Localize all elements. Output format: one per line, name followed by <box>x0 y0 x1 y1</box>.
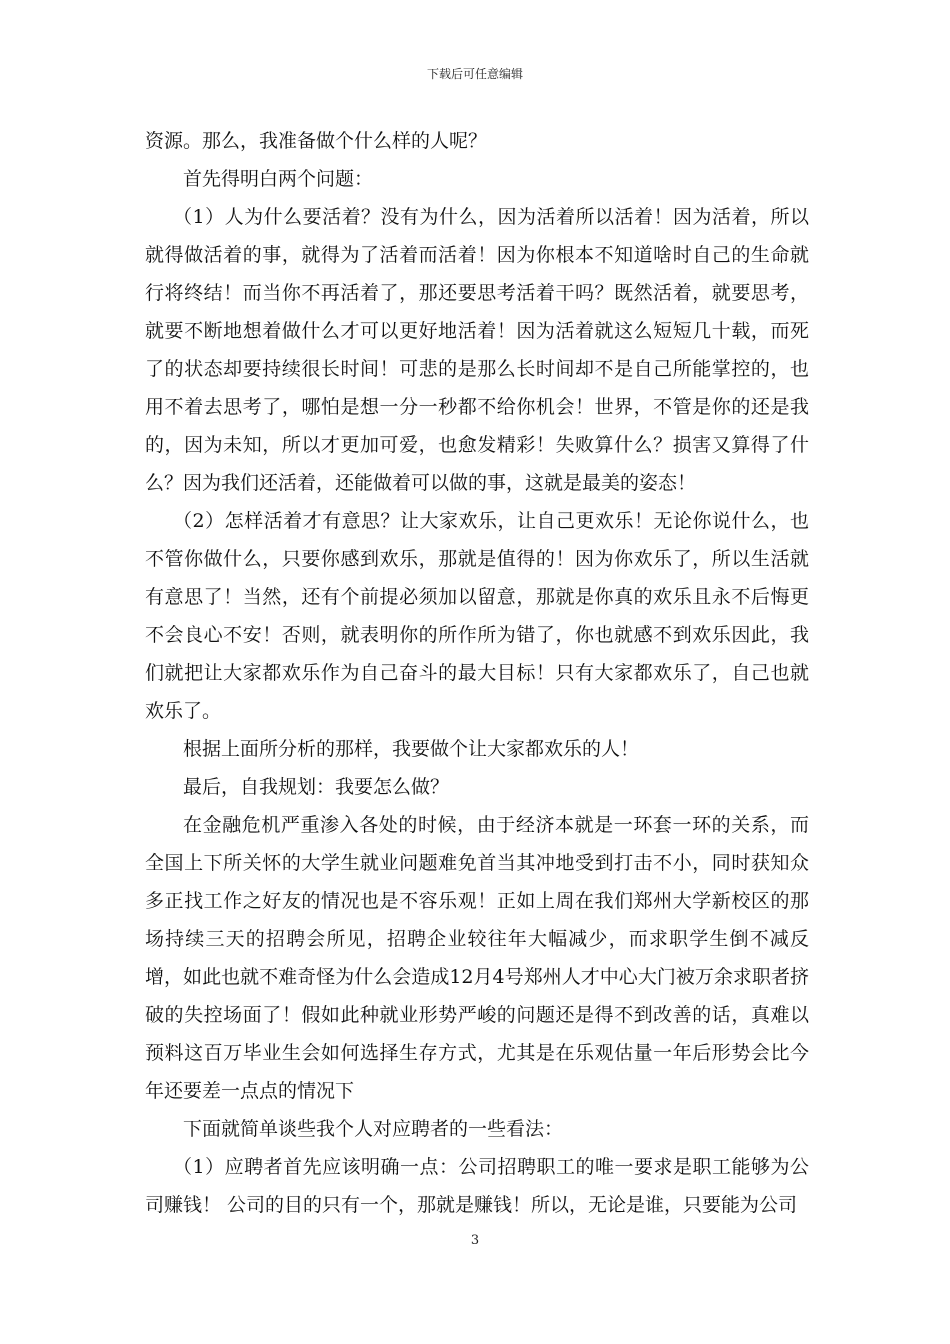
paragraph-applicant-views: 下面就简单谈些我个人对应聘者的一些看法： <box>183 1118 564 1140</box>
paragraph-conclusion: 根据上面所分析的那样，我要做个让大家都欢乐的人！ <box>183 738 640 760</box>
paragraph-continuation: 资源。那么，我准备做个什么样的人呢？ <box>145 130 488 152</box>
page-number: 3 <box>470 1233 480 1248</box>
paragraph-two-questions: 首先得明白两个问题： <box>183 168 374 190</box>
page-header: 下载后可任意编辑 <box>426 67 523 81</box>
paragraph-financial-crisis: 在金融危机严重渗入各处的时候，由于经济本就是一环套一环的关系，而全国上下所关怀的大学生就业问题难免首当其冲地受到打击不小，同时获知众多正找工作之好友的情况也是不容乐观！正如上周在我们郑州大学新校区的那场持续三天的招聘会所见，招聘企业较往年大幅减少，而求职学生倒不减反增，如此也就不难奇怪为什么会造成12月4号郑州人才中心大门被万余求职者挤破的失控场面了！假如此种就业形势严峻的问题还是得不到改善的话，真难以预料这百万毕业生会如何选择生存方式，尤其是在乐观估量一年后形势会比今年还要差一点点的情况下 <box>145 814 809 1102</box>
paragraph-applicant-point-1: （1）应聘者首先应该明确一点：公司招聘职工的唯一要求是职工能够为公司赚钱！ 公司的目的只有一个，那就是赚钱！所以，无论是谁，只要能为公司 <box>145 1156 809 1216</box>
document-body <box>145 122 809 1224</box>
paragraph-self-plan: 最后，自我规划：我要怎么做？ <box>183 776 450 798</box>
paragraph-question-2: （2）怎样活着才有意思？让大家欢乐，让自己更欢乐！无论你说什么，也不管你做什么，只要你感到欢乐，那就是值得的！因为你欢乐了，所以生活就有意思了！当然，还有个前提必须加以留意，那就是你真的欢乐且永不后悔更不会良心不安！否则，就表明你的所作所为错了，你也就感不到欢乐因此，我们就把让大家都欢乐作为自己奋斗的最大目标！只有大家都欢乐了，自己也就欢乐了。 <box>145 510 809 722</box>
paragraph-question-1: （1）人为什么要活着？没有为什么，因为活着所以活着！因为活着，所以就得做活着的事，就得为了活着而活着！因为你根本不知道啥时自己的生命就行将终结！而当你不再活着了，那还要思考活着干吗？既然活着，就要思考，就要不断地想着做什么才可以更好地活着！因为活着就这么短短几十载，而死了的状态却要持续很长时间！可悲的是那么长时间却不是自己所能掌控的，也用不着去思考了，哪怕是想一分一秒都不给你机会！世界，不管是你的还是我的，因为未知，所以才更加可爱，也愈发精彩！失败算什么？损害又算得了什么？因为我们还活着，还能做着可以做的事，这就是最美的姿态！ <box>145 206 809 494</box>
